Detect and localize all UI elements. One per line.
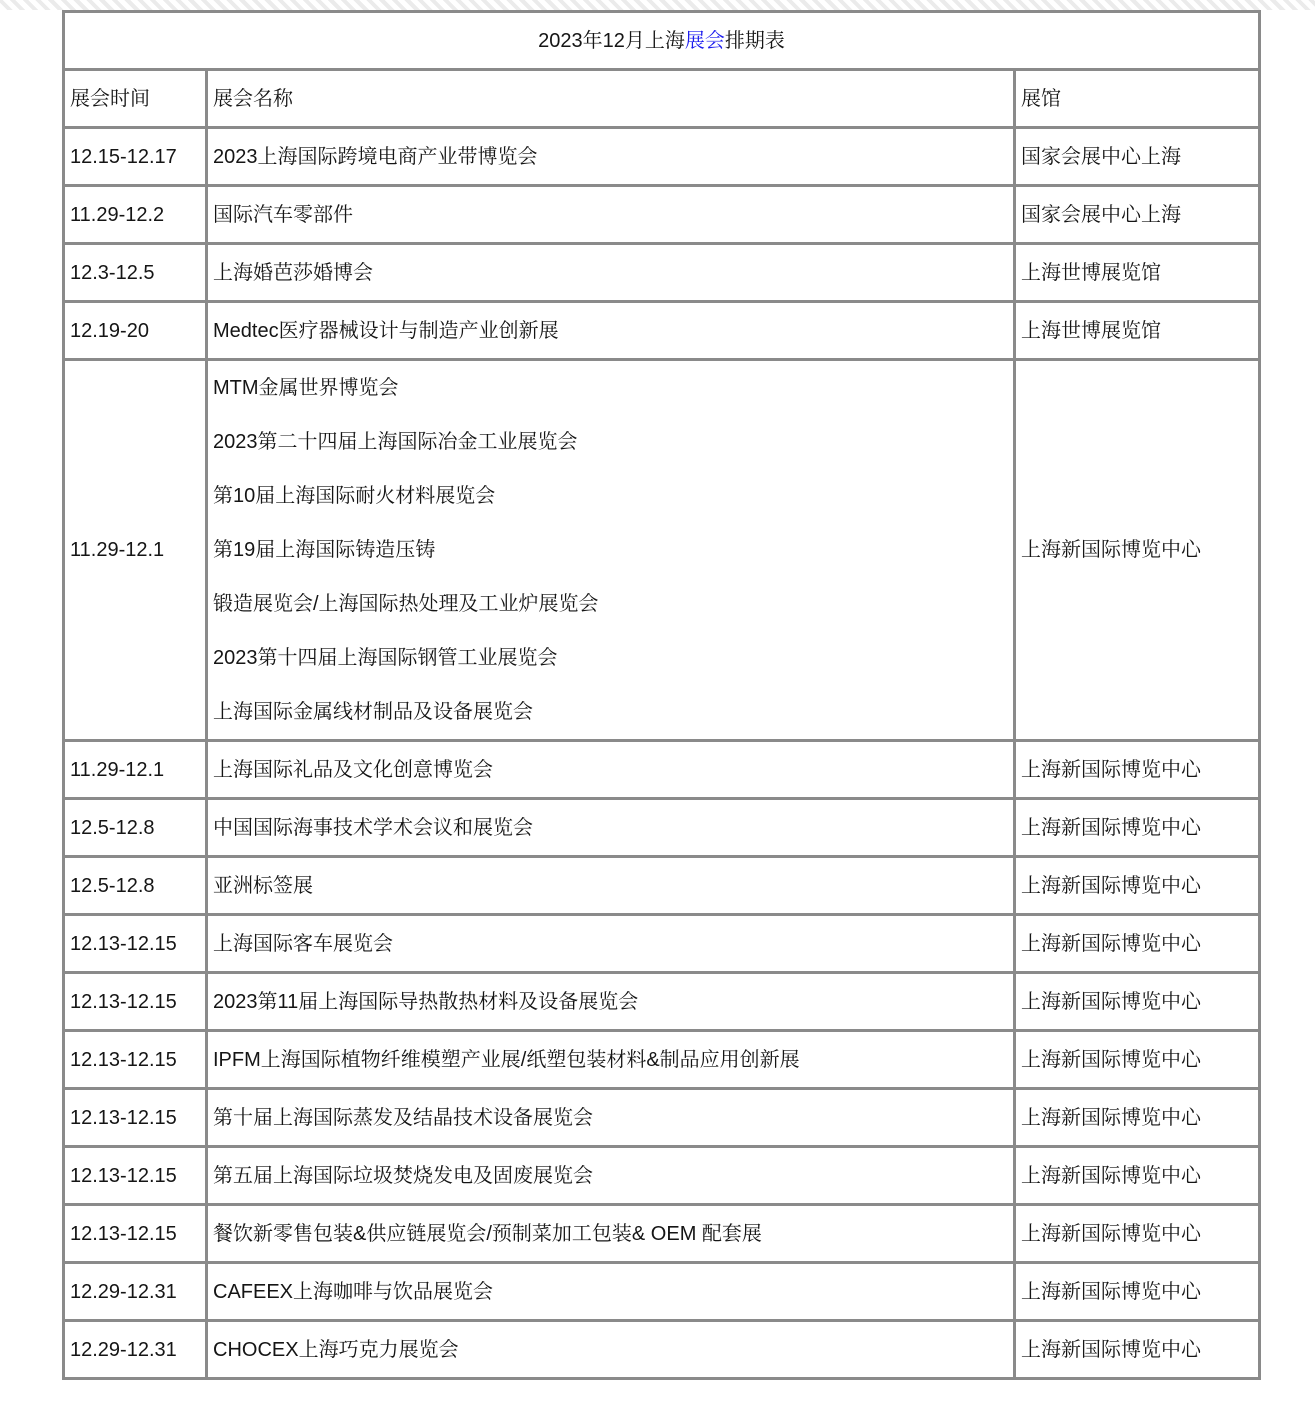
header-row [64,70,1260,128]
name-cell [207,799,1015,857]
table-row [64,1147,1260,1205]
name-cell [207,1089,1015,1147]
exhibition-name-line: Medtec医疗器械设计与制造产业创新展 [213,319,559,342]
table-row [64,244,1260,302]
table-row [64,1205,1260,1263]
time-cell: 12.13-12.15 [64,1205,207,1263]
venue-cell: 国家会展中心上海 [1015,186,1260,244]
page-title-suffix: 排期表 [724,29,785,52]
name-cell [207,973,1015,1031]
name-cell [207,1147,1015,1205]
table-row [64,915,1260,973]
venue-cell: 上海新国际博览中心 [1015,360,1260,741]
table-row [64,1321,1260,1379]
exhibition-name-line: 上海婚芭莎婚博会 [213,261,373,284]
time-cell: 12.19-20 [64,302,207,360]
time-cell: 12.13-12.15 [64,1031,207,1089]
exhibition-name-line: 2023第11届上海国际导热散热材料及设备展览会 [213,990,639,1013]
exhibition-name-line: IPFM上海国际植物纤维模塑产业展/纸塑包装材料&制品应用创新展 [213,1048,800,1071]
table-row [64,1031,1260,1089]
venue-cell: 上海新国际博览中心 [1015,741,1260,799]
time-cell: 12.29-12.31 [64,1321,207,1379]
venue-cell: 上海新国际博览中心 [1015,1147,1260,1205]
name-cell [207,1321,1015,1379]
exhibition-name-line: 亚洲标签展 [213,874,313,897]
venue-cell: 上海世博展览馆 [1015,302,1260,360]
name-cell [207,1031,1015,1089]
exhibition-name-line: 锻造展览会/上海国际热处理及工业炉展览会 [213,593,599,615]
venue-cell: 上海新国际博览中心 [1015,1321,1260,1379]
time-cell: 11.29-12.2 [64,186,207,244]
exhibition-name-line: CHOCEX上海巧克力展览会 [213,1338,459,1361]
exhibition-rows [64,12,1260,1379]
table-row [64,973,1260,1031]
exhibition-name-line: 第19届上海国际铸造压铸 [213,539,436,561]
venue-cell: 上海新国际博览中心 [1015,857,1260,915]
venue-cell: 上海新国际博览中心 [1015,1263,1260,1321]
exhibition-name-line: 中国国际海事技术学术会议和展览会 [213,816,533,839]
page-title-prefix: 2023年12月上海 [538,29,685,52]
exhibition-name-line: 第十届上海国际蒸发及结晶技术设备展览会 [213,1106,593,1129]
time-cell: 12.13-12.15 [64,1089,207,1147]
time-cell: 12.13-12.15 [64,973,207,1031]
venue-cell: 国家会展中心上海 [1015,128,1260,186]
venue-cell: 上海新国际博览中心 [1015,973,1260,1031]
time-cell: 12.13-12.15 [64,915,207,973]
time-cell: 11.29-12.1 [64,741,207,799]
name-cell [207,915,1015,973]
name-cell [207,1263,1015,1321]
table-row [64,128,1260,186]
table-row [64,186,1260,244]
venue-cell: 上海新国际博览中心 [1015,799,1260,857]
time-cell: 12.5-12.8 [64,857,207,915]
name-cell [207,1205,1015,1263]
time-cell: 12.5-12.8 [64,799,207,857]
name-cell [207,360,1015,741]
exhibition-name-line: 上海国际金属线材制品及设备展览会 [213,701,533,723]
exhibition-name-line: 2023第二十四届上海国际冶金工业展览会 [213,431,578,453]
exhibition-name-line: CAFEEX上海咖啡与饮品展览会 [213,1280,494,1303]
exhibition-schedule-table [62,10,1261,1380]
title-row [64,12,1260,70]
table-row [64,1263,1260,1321]
venue-cell: 上海新国际博览中心 [1015,1205,1260,1263]
header-time: 展会时间 [64,70,207,128]
exhibition-name-line: 2023上海国际跨境电商产业带博览会 [213,145,538,168]
table-row [64,1089,1260,1147]
exhibition-name-line: 第10届上海国际耐火材料展览会 [213,485,496,507]
table-row [64,360,1260,741]
exhibition-name-line: 2023第十四届上海国际钢管工业展览会 [213,647,558,669]
name-cell [207,302,1015,360]
table-row [64,302,1260,360]
table-row [64,741,1260,799]
name-cell [207,186,1015,244]
header-venue: 展馆 [1015,70,1260,128]
name-cell [207,128,1015,186]
time-cell: 12.29-12.31 [64,1263,207,1321]
venue-cell: 上海新国际博览中心 [1015,1031,1260,1089]
time-cell: 12.15-12.17 [64,128,207,186]
table-row [64,857,1260,915]
venue-cell: 上海世博展览馆 [1015,244,1260,302]
exhibition-name-line: MTM金属世界博览会 [213,377,399,399]
exhibition-name-line: 餐饮新零售包装&供应链展览会/预制菜加工包装& OEM 配套展 [213,1222,762,1245]
exhibition-name-line: 第五届上海国际垃圾焚烧发电及固废展览会 [213,1164,593,1187]
venue-cell: 上海新国际博览中心 [1015,915,1260,973]
name-cell [207,741,1015,799]
exhibition-name-line: 国际汽车零部件 [213,203,353,226]
time-cell: 12.3-12.5 [64,244,207,302]
hatched-top-strip [0,0,1315,10]
time-cell: 11.29-12.1 [64,360,207,741]
time-cell: 12.13-12.15 [64,1147,207,1205]
title-link[interactable]: 展会 [684,29,725,52]
exhibition-name-line: 上海国际客车展览会 [213,932,393,955]
venue-cell: 上海新国际博览中心 [1015,1089,1260,1147]
name-cell [207,857,1015,915]
header-name: 展会名称 [207,70,1015,128]
exhibition-name-line: 上海国际礼品及文化创意博览会 [213,758,493,781]
name-cell [207,244,1015,302]
table-row [64,799,1260,857]
page-title [64,12,1260,70]
